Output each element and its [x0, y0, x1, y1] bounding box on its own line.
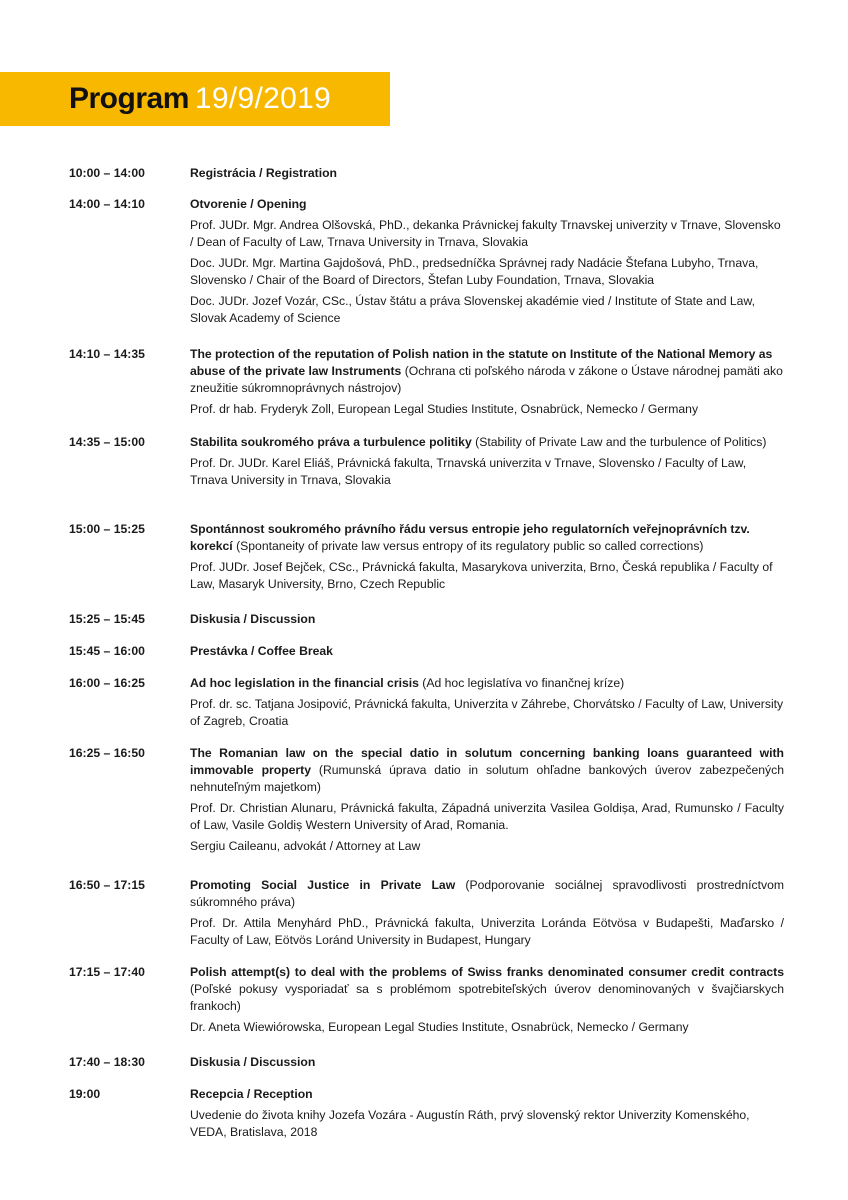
speaker-line: Prof. Dr. Christian Alunaru, Právnická fakulta, Západná univerzita Vasilea Goldișa, Arad, Rumunsko / Faculty of Law, Vasile Goldiș Western University of Arad, Romania. [190, 801, 784, 832]
session-title-bold: Diskusia / Discussion [190, 612, 316, 626]
schedule-time: 19:00 [69, 1087, 101, 1101]
schedule-time: 15:45 – 16:00 [69, 644, 145, 658]
schedule-content [190, 877, 784, 949]
session-title-bold: Ad hoc legislation in the financial crisis [190, 676, 419, 690]
session-title-note: (Rumunská úprava datio in solutum ohľadne bankových úverov zabezpečených nehnuteľným majetkom) [190, 763, 784, 794]
session-title [190, 165, 784, 182]
session-title [190, 521, 784, 555]
header-banner [0, 72, 390, 126]
session-title-bold: Prestávka / Coffee Break [190, 644, 333, 658]
session-title-note: (Ad hoc legislatíva vo finančnej kríze) [418, 676, 625, 690]
schedule-time: 10:00 – 14:00 [69, 166, 145, 180]
schedule-row [69, 745, 784, 855]
schedule-time: 15:25 – 15:45 [69, 612, 145, 626]
session-title-bold: Otvorenie / Opening [190, 197, 307, 211]
schedule-time: 14:35 – 15:00 [69, 435, 145, 449]
schedule-row [69, 196, 784, 327]
session-title-bold: Diskusia / Discussion [190, 1055, 316, 1069]
schedule-row [69, 675, 784, 730]
speaker-line: Doc. JUDr. Mgr. Martina Gajdošová, PhD., predsedníčka Správnej rady Nadácie Štefana Lubyho, Trnava, Slovensko / Chair of the Board of Directors, Štefan Luby Foundation, Trnava, Slovakia [190, 256, 759, 287]
session-title-bold: Polish attempt(s) to deal with the problems of Swiss franks denominated consumer credit contracts [190, 965, 784, 979]
title-program: Program [69, 82, 189, 115]
title-date: 19/9/2019 [194, 82, 332, 115]
schedule-time: 15:00 – 15:25 [69, 522, 145, 536]
schedule-row [69, 434, 784, 489]
session-title [190, 611, 784, 628]
schedule-row [69, 165, 784, 182]
session-title-bold: Promoting Social Justice in Private Law [190, 878, 456, 892]
schedule-time: 14:00 – 14:10 [69, 197, 145, 211]
speaker-line: Prof. dr hab. Fryderyk Zoll, European Legal Studies Institute, Osnabrück, Nemecko / Germany [190, 402, 699, 416]
schedule-time: 16:25 – 16:50 [69, 746, 145, 760]
speaker-line: Dr. Aneta Wiewiórowska, European Legal Studies Institute, Osnabrück, Nemecko / Germany [190, 1020, 689, 1034]
session-title-note: (Podporovanie sociálnej spravodlivosti prostredníctvom súkromného práva) [190, 878, 784, 909]
schedule-row [69, 1086, 784, 1141]
schedule-content [190, 611, 784, 628]
schedule-row [69, 346, 784, 418]
session-title-bold: Spontánnost soukromého právního řádu versus entropie jeho regulatorních veřejnoprávních tzv. korekcí [190, 522, 750, 553]
schedule-row [69, 964, 784, 1036]
schedule-row [69, 521, 784, 593]
schedule-content [190, 346, 784, 418]
session-title-note: (Stability of Private Law and the turbulence of Politics) [471, 435, 767, 449]
schedule-content [190, 1086, 784, 1141]
schedule-content [190, 643, 784, 660]
session-title-bold: Recepcia / Reception [190, 1087, 313, 1101]
schedule-content [190, 196, 784, 327]
session-title [190, 643, 784, 660]
session-title-note: (Spontaneity of private law versus entropy of its regulatory public so called corrections) [232, 539, 704, 553]
schedule-time: 14:10 – 14:35 [69, 347, 145, 361]
speaker-line: Prof. Dr. Attila Menyhárd PhD., Právnická fakulta, Univerzita Loránda Eötvösa v Budapešti, Maďarsko / Faculty of Law, Eötvös Loránd University in Budapest, Hungary [190, 916, 784, 947]
session-title-note: (Ochrana cti poľského národa v zákone o Ústave národnej pamäti ako zneužitie súkromnoprávnych nástrojov) [190, 364, 783, 395]
session-title [190, 346, 784, 397]
schedule-row [69, 877, 784, 949]
session-title-bold: Stabilita soukromého práva a turbulence politiky [190, 435, 472, 449]
session-title [190, 745, 784, 796]
page-title [69, 80, 331, 118]
speaker-line: Prof. JUDr. Mgr. Andrea Olšovská, PhD., dekanka Právnickej fakulty Trnavskej univerzity v Trnave, Slovensko / Dean of Faculty of Law, Trnava University in Trnava, Slovakia [190, 218, 781, 249]
speaker-line: Uvedenie do života knihy Jozefa Vozára - Augustín Ráth, prvý slovenský rektor Univerzity Komenského, VEDA, Bratislava, 2018 [190, 1108, 750, 1139]
schedule-content [190, 675, 784, 730]
schedule-content [190, 1054, 784, 1071]
session-title [190, 434, 784, 451]
schedule-content [190, 745, 784, 855]
schedule-row [69, 611, 784, 628]
session-title [190, 1086, 784, 1103]
schedule-time: 17:40 – 18:30 [69, 1055, 145, 1069]
speaker-line: Prof. Dr. JUDr. Karel Eliáš, Právnická fakulta, Trnavská univerzita v Trnave, Slovensko / Faculty of Law, Trnava University in Trnava, Slovakia [190, 456, 747, 487]
session-title [190, 877, 784, 911]
schedule-time: 16:00 – 16:25 [69, 676, 145, 690]
session-title [190, 1054, 784, 1071]
schedule-content [190, 165, 784, 182]
schedule-time: 16:50 – 17:15 [69, 878, 145, 892]
speaker-line: Sergiu Caileanu, advokát / Attorney at Law [190, 839, 421, 853]
schedule-content [190, 964, 784, 1036]
session-title-bold: The Romanian law on the special datio in solutum concerning banking loans guaranteed with immovable property [190, 746, 784, 777]
speaker-line: Prof. JUDr. Josef Bejček, CSc., Právnická fakulta, Masarykova univerzita, Brno, Česká republika / Faculty of Law, Masaryk University, Brno, Czech Republic [190, 560, 773, 591]
schedule-time: 17:15 – 17:40 [69, 965, 145, 979]
schedule-row [69, 1054, 784, 1071]
session-title [190, 196, 784, 213]
schedule-row [69, 643, 784, 660]
schedule-content [190, 521, 784, 593]
speaker-line: Prof. dr. sc. Tatjana Josipović, Právnická fakulta, Univerzita v Záhrebe, Chorvátsko / Faculty of Law, University of Zagreb, Croatia [190, 697, 784, 728]
session-title [190, 675, 784, 692]
session-title-bold: Registrácia / Registration [190, 166, 337, 180]
schedule-content [190, 434, 784, 489]
speaker-line: Doc. JUDr. Jozef Vozár, CSc., Ústav štátu a práva Slovenskej akadémie vied / Institute of State and Law, Slovak Academy of Science [190, 294, 755, 325]
session-title-bold: The protection of the reputation of Polish nation in the statute on Institute of the National Memory as abuse of the private law Instruments [190, 347, 773, 378]
session-title [190, 964, 784, 1015]
session-title-note: (Poľské pokusy vysporiadať sa s problémom spotrebiteľských úverov denominovaných v švajčiarskych frankoch) [190, 982, 784, 1013]
